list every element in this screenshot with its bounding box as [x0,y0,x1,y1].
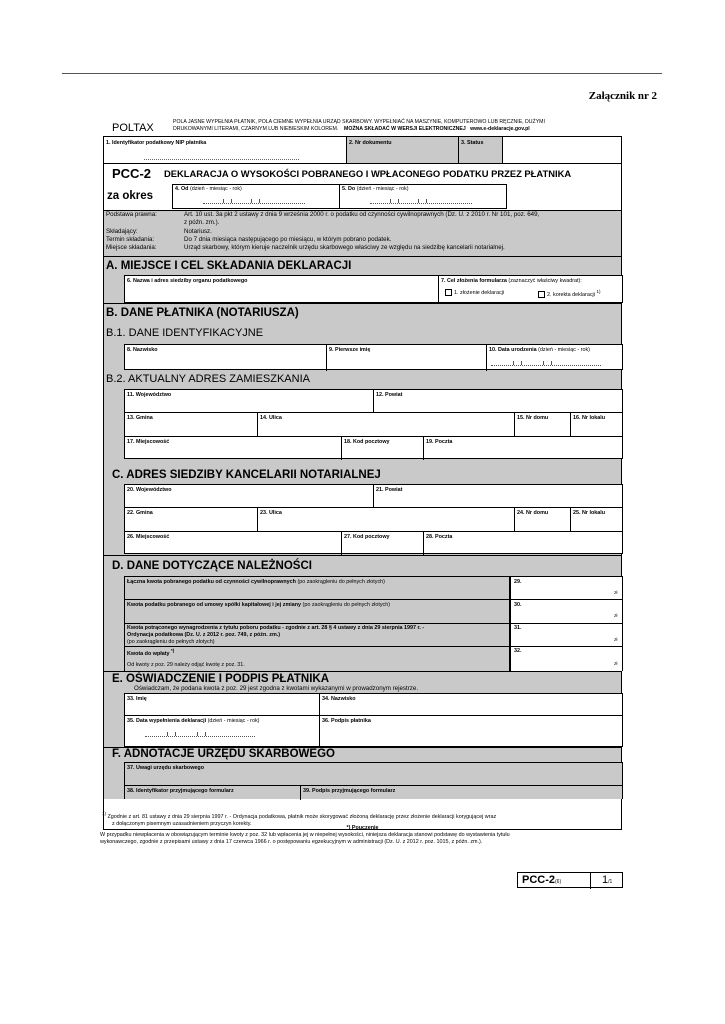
field-39-label: 39. Podpis przyjmującego formularz [303,788,396,794]
period-label: za okres [107,190,154,202]
field-24-label: 24. Nr domu [517,510,549,516]
section-b1-title: B.1. DANE IDENTYFIKACYJNE [106,327,264,339]
footnote-1: $^{1)}$ Zgodnie z art. 81 ustawy z dnia 29 sierpnia 1997 r. - Ordynacja podatkowa, płatnik może skorygować złożoną deklarację przez złożenie deklaracji korygującej wraz z dołączonym pisemnym uzasadnieniem przyczyn korekty. [102,811,497,827]
form-code: PCC-2 [112,166,152,181]
pouczenie-heading: *) Pouczenie [346,825,379,831]
field-25-label: 25. Nr lokalu [573,510,606,516]
page-stamp: PCC-2(6) 1/1 [517,872,623,888]
office-notes [124,762,623,799]
signature-block: 33. Imię 34. Nazwisko 35. Data wypełnienia deklaracji (dzień - miesiąc - rok) 36. Podpis płatnika [124,693,623,747]
field-8-label: 8. Nazwisko [127,347,158,353]
field-12-label: 12. Powiat [376,392,403,398]
pouczenie-text: W przypadku niewpłacenia w obowiązującym terminie kwoty z poz. 32 lub wpłacenia jej w niepełnej wysokości, niniejsza deklaracja stanowi podstawę do wystawienia tytułu wykonawczego, zgodnie z przepisami ustawy z dnia 17 czerwca 1966 r. o postępowaniu egzekucyjnym w administracji (Dz. U. z 2012 r. poz. 1015, z późn. zm.). [100,832,510,845]
field-17-label: 17. Miejscowość [127,439,170,445]
field-11-label: 11. Województwo [127,392,172,398]
filer-label: Składający: [106,228,138,235]
section-e-title: E. OŚWIADCZENIE I PODPIS PŁATNIKA [112,673,330,685]
legal-basis-text: Art. 10 ust. 3a pkt 2 ustawy z dnia 9 września 2000 r. o podatku od czynności cywilnoprawnych (Dz. U. z 2010 r. Nr 101, poz. 649, [184,211,540,218]
field-9-label: 9. Pierwsze imię [329,347,371,353]
field-33-label: 33. Imię [127,696,147,702]
field-28-label: 28. Poczta [426,534,453,540]
tax-office-field[interactable]: 6. Nazwa i adres siedziby organu podatkowego 7. Cel złożenia formularza (zaznaczyć właściwy kwadrat): 1. złożenie deklaracji 2. korekta deklaracji $^{1)}$ [124,275,623,303]
field-27-label: 27. Kod pocztowy [344,534,390,540]
form-title: DEKLARACJA O WYSOKOŚCI POBRANEGO I WPŁACONEGO PODATKU PRZEZ PŁATNIKA [164,168,572,179]
field-26-label: 26. Miejscowość [127,534,170,540]
fill-instructions: POLA JASNE WYPEŁNIA PŁATNIK, POLA CIEMNE WYPEŁNIA URZĄD SKARBOWY. WYPEŁNIAĆ NA MASZYNIE, KOMPUTEROWO LUB RĘCZNIE, DUŻYMI DRUKOWANYMI LITERAMI, CZARNYM LUB NIEBIESKIM KOLOREM. MOŻNA SKŁADAĆ W WERSJI ELEKTRONICZNEJ www.e-deklaracje.gov.pl [173,119,545,132]
field-13-label: 13. Gmina [127,415,153,421]
field-23-label: 23. Ulica [260,510,282,516]
field-38-label: 38. Identyfikator przyjmującego formularz [127,788,234,794]
legal-basis-text-2: z późn. zm.). [184,219,220,226]
field-16-label: 16. Nr lokalu [573,415,606,421]
section-a-title: A. MIEJSCE I CEL SKŁADANIA DEKLARACJI [106,260,352,272]
field-3-label: 3. Status [461,140,484,146]
legal-basis-label: Podstawa prawna: [106,211,157,218]
section-f-title: F. ADNOTACJE URZĘDU SKARBOWEGO [112,748,335,760]
field-22-label: 22. Gmina [127,510,153,516]
field-18-label: 18. Kod pocztowy [344,439,390,445]
attachment-label: Załącznik nr 2 [588,90,657,102]
field-36-label: 36. Podpis płatnika [322,718,371,724]
section-b-title: B. DANE PŁATNIKA (NOTARIUSZA) [106,307,299,319]
period-to-field[interactable]: 5. Do (dzień - miesiąc - rok) [339,184,507,209]
field-14-label: 14. Ulica [260,415,282,421]
top-rule [62,73,662,74]
poltax-label: POLTAX [112,122,154,134]
field-2-label: 2. Nr dokumentu [349,140,392,146]
purpose-option-1[interactable]: 1. złożenie deklaracji [445,289,504,296]
field-37-label: 37. Uwagi urzędu skarbowego [127,765,204,771]
field-34-label: 34. Nazwisko [322,696,356,702]
section-d-title: D. DANE DOTYCZĄCE NALEŻNOŚCI [112,560,312,572]
residence-address [124,389,623,459]
statement-text: Oświadczam, że podana kwota z poz. 29 jest zgodna z kwotami wykazanymi w prowadzonym rejestrze. [134,685,419,692]
place-text: Urząd skarbowy, którym kieruje naczelnik urzędu skarbowego właściwy ze względu na siedzibę kancelarii notarialnej. [184,244,505,251]
identification-row: 8. Nazwisko 9. Pierwsze imię 10. Data urodzenia (dzień - miesiąc - rok) [124,344,623,370]
place-label: Miejsce składania: [106,244,157,251]
field-20-label: 20. Województwo [127,487,172,493]
declaration-form [103,136,622,830]
field-19-label: 19. Poczta [426,439,453,445]
section-b2-title: B.2. AKTUALNY ADRES ZAMIESZKANIA [106,373,310,385]
deadline-label: Termin składania: [106,236,155,243]
nip-input[interactable] [144,155,299,160]
office-address [124,484,623,554]
amounts-labels: Łączna kwota pobranego podatku od czynności cywilnoprawnych (po zaokrągleniu do pełnych złotych) Kwota podatku pobranego od umowy spółki kapitałowej i jej zmiany (po zaokrągleniu do pełnych złotych) Kwota potrąconego wynagrodzenia z tytułu poboru podatku - zgodnie z art. 28 § 4 ustawy z dnia 29 sierpnia 1997 r. - Ordynacja podatkowa (Dz. U. z 2012 r. poz. 749, z późn. zm.) (po zaokrągleniu do pełnych złotych) Kwota do wpłaty *) Od kwoty z poz. 29 należy odjąć kwotę z poz. 31. [124,576,510,671]
field-1-label: 1. Identyfikator podatkowy NIP płatnika [106,140,207,146]
section-c-title: C. ADRES SIEDZIBY KANCELARII NOTARIALNEJ [112,469,381,481]
filer-text: Notariusz. [184,228,212,235]
purpose-option-2[interactable]: 2. korekta deklaracji $^{1)}$ [538,289,600,298]
amounts-inputs[interactable]: 29. zł 30. zł 31. zł 32. zł [510,576,623,671]
deadline-text: Do 7 dnia miesiąca następującego po miesiącu, w którym pobrano podatek. [184,236,392,243]
period-from-field[interactable]: 4. Od (dzień - miesiąc - rok) [172,184,340,209]
field-15-label: 15. Nr domu [517,415,549,421]
field-21-label: 21. Powiat [376,487,403,493]
